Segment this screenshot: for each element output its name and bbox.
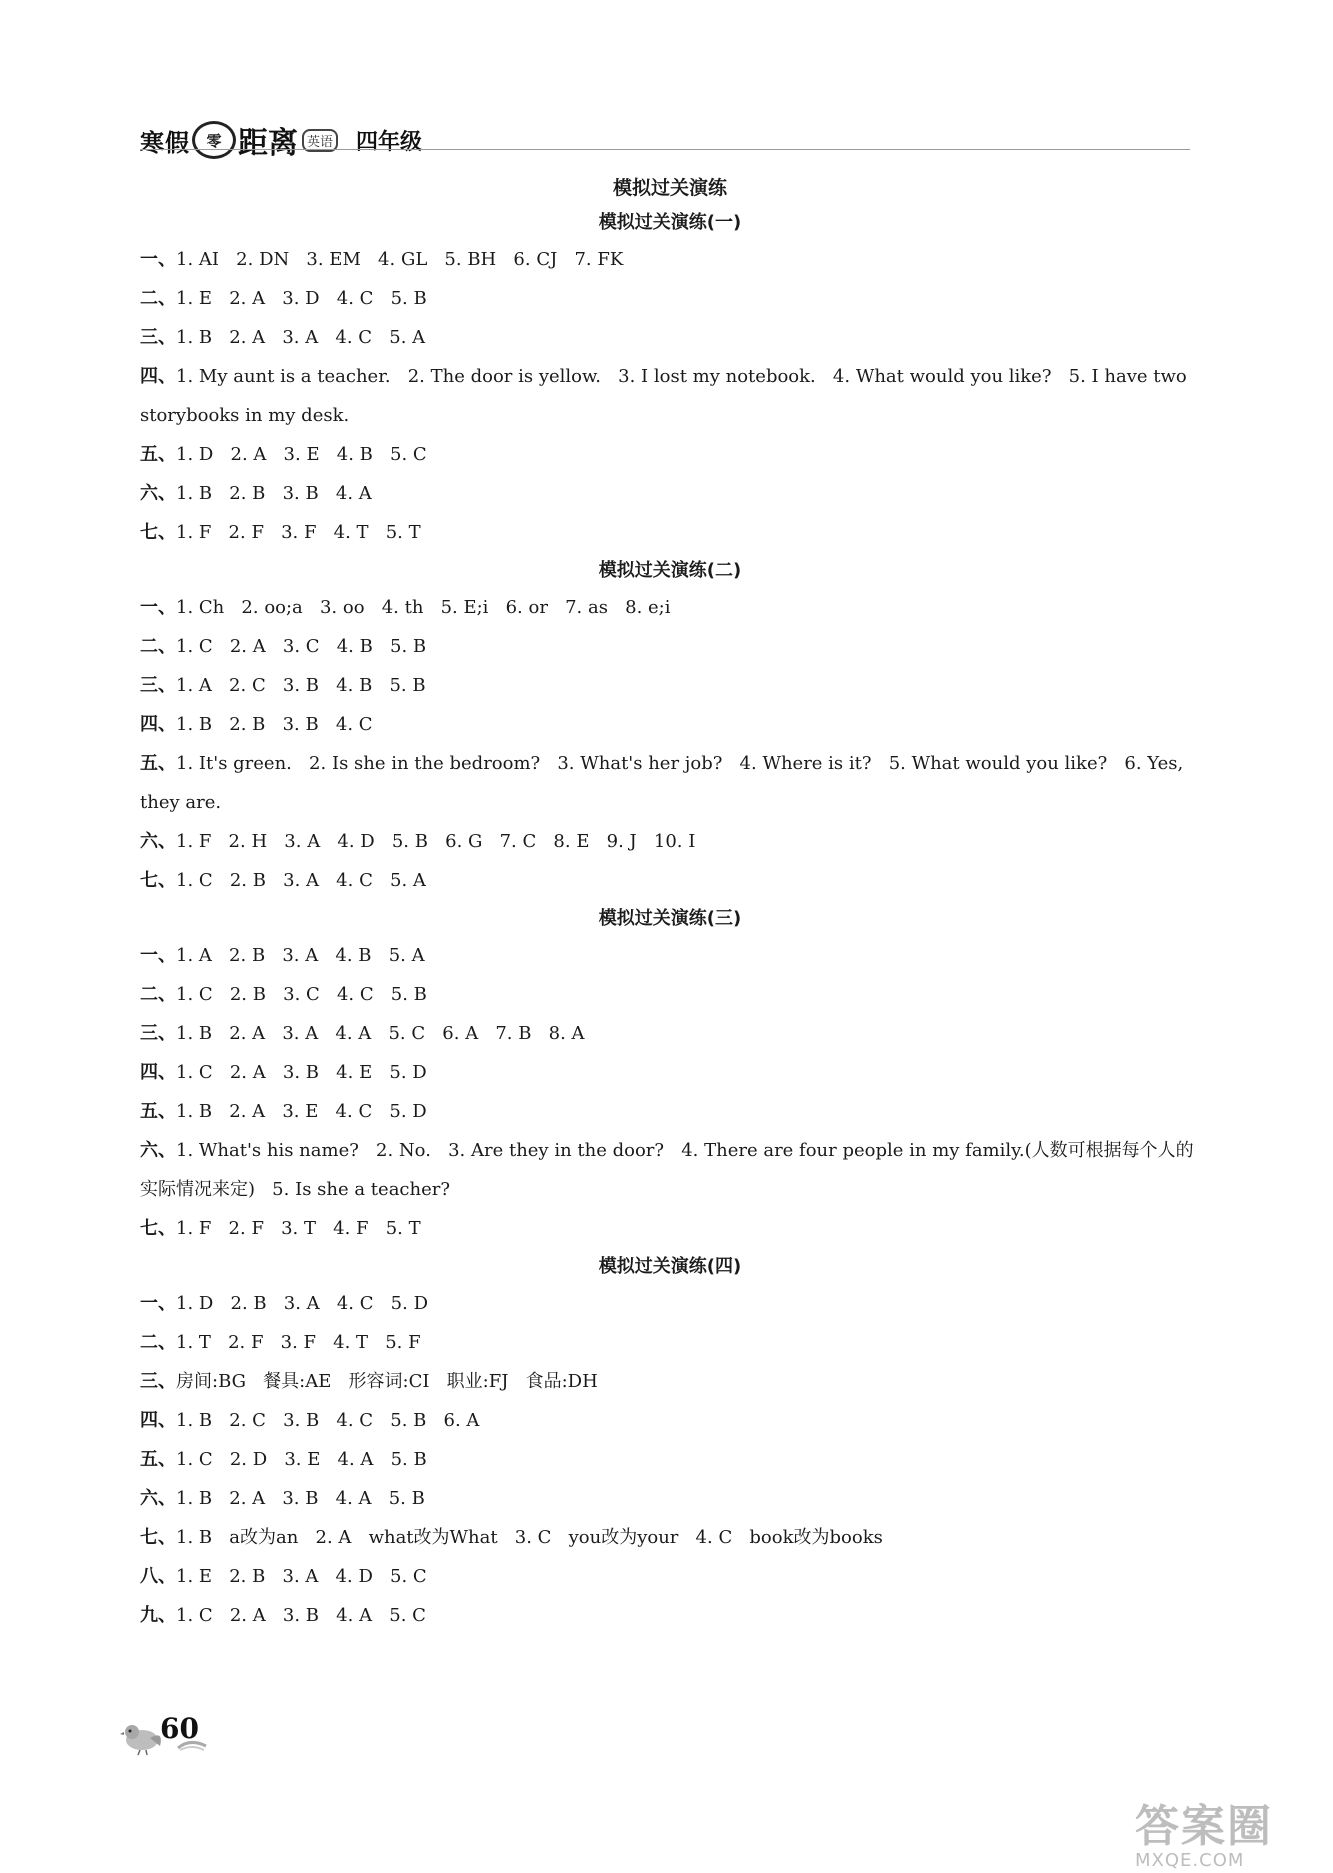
answer-text: 1. C 2. B 3. C 4. C 5. B bbox=[176, 984, 427, 1005]
answer-row bbox=[140, 1479, 1200, 1518]
answer-row bbox=[140, 318, 1200, 357]
site-watermark bbox=[1135, 1790, 1330, 1870]
answer-row bbox=[140, 1284, 1200, 1323]
section-title: 模拟过关演练(一) bbox=[598, 212, 742, 233]
answer-row bbox=[140, 240, 1200, 279]
answer-text: 1. B 2. A 3. A 4. C 5. A bbox=[176, 327, 426, 348]
answer-text: 1. B 2. A 3. A 4. A 5. C 6. A 7. B 8. A bbox=[176, 1023, 585, 1044]
grade-label: 四年级 bbox=[356, 129, 423, 155]
answer-text: 1. B a改为an 2. A what改为What 3. C you改为your 4. C book改为books bbox=[176, 1527, 883, 1548]
answer-text: 1. F 2. F 3. T 4. F 5. T bbox=[176, 1218, 421, 1239]
question-number: 五、 bbox=[140, 1449, 176, 1470]
answer-row bbox=[140, 1209, 1200, 1248]
question-number: 七、 bbox=[140, 1218, 176, 1239]
question-number: 七、 bbox=[140, 1527, 176, 1548]
page-footer bbox=[120, 1708, 230, 1758]
answer-row bbox=[140, 936, 1200, 975]
brand-text-part2: 距离 bbox=[238, 126, 298, 161]
answer-row bbox=[140, 627, 1200, 666]
answer-row bbox=[140, 822, 1200, 861]
question-number: 五、 bbox=[140, 1101, 176, 1122]
watermark-text: 答案圈 bbox=[1135, 1801, 1273, 1852]
page-number: 60 bbox=[160, 1712, 199, 1745]
answer-row bbox=[140, 744, 1200, 822]
brand-zero-badge: 零 bbox=[192, 121, 236, 159]
section-title: 模拟过关演练(三) bbox=[598, 908, 742, 929]
question-number: 二、 bbox=[140, 984, 176, 1005]
question-number: 一、 bbox=[140, 597, 176, 618]
question-number: 一、 bbox=[140, 945, 176, 966]
book-brand-logo bbox=[140, 118, 422, 162]
answer-row bbox=[140, 513, 1200, 552]
answer-row bbox=[140, 975, 1200, 1014]
answer-text: 1. What's his name? 2. No. 3. Are they in the door? 4. There are four people in my family.(人数可根据每个人的实际情况来定) 5. Is she a teacher? bbox=[140, 1140, 1194, 1200]
answer-text: 1. C 2. B 3. A 4. C 5. A bbox=[176, 870, 426, 891]
answer-row bbox=[140, 588, 1200, 627]
answer-text: 1. B 2. B 3. B 4. A bbox=[176, 483, 372, 504]
question-number: 三、 bbox=[140, 1371, 176, 1392]
question-number: 二、 bbox=[140, 1332, 176, 1353]
answer-text: 1. F 2. F 3. F 4. T 5. T bbox=[176, 522, 421, 543]
answer-text: 1. F 2. H 3. A 4. D 5. B 6. G 7. C 8. E 9. J 10. I bbox=[176, 831, 696, 852]
watermark-url: MXQE.COM bbox=[1135, 1850, 1245, 1871]
question-number: 二、 bbox=[140, 636, 176, 657]
question-number: 六、 bbox=[140, 1140, 176, 1161]
answer-text: 1. A 2. B 3. A 4. B 5. A bbox=[176, 945, 425, 966]
question-number: 七、 bbox=[140, 870, 176, 891]
question-number: 三、 bbox=[140, 1023, 176, 1044]
answer-row bbox=[140, 357, 1200, 435]
answer-text: 1. B 2. A 3. E 4. C 5. D bbox=[176, 1101, 427, 1122]
question-number: 九、 bbox=[140, 1605, 176, 1626]
answer-text: 1. B 2. A 3. B 4. A 5. B bbox=[176, 1488, 425, 1509]
answer-text: 1. It's green. 2. Is she in the bedroom? 3. What's her job? 4. Where is it? 5. What would you like? 6. Yes, they are. bbox=[140, 753, 1189, 813]
section-title: 模拟过关演练(四) bbox=[598, 1256, 742, 1277]
question-number: 六、 bbox=[140, 483, 176, 504]
question-number: 四、 bbox=[140, 714, 176, 735]
question-number: 四、 bbox=[140, 1410, 176, 1431]
question-number: 三、 bbox=[140, 327, 176, 348]
answer-row bbox=[140, 279, 1200, 318]
question-number: 五、 bbox=[140, 444, 176, 465]
answer-row bbox=[140, 1323, 1200, 1362]
answer-row bbox=[140, 1557, 1200, 1596]
answer-text: 1. Ch 2. oo;a 3. oo 4. th 5. E;i 6. or 7. as 8. e;i bbox=[176, 597, 671, 618]
subject-badge: 英语 bbox=[302, 129, 338, 152]
answer-text: 1. E 2. A 3. D 4. C 5. B bbox=[176, 288, 427, 309]
answer-text: 1. C 2. A 3. B 4. E 5. D bbox=[176, 1062, 427, 1083]
answer-row bbox=[140, 705, 1200, 744]
answer-row bbox=[140, 435, 1200, 474]
answer-content bbox=[140, 170, 1200, 1635]
answer-text: 1. C 2. D 3. E 4. A 5. B bbox=[176, 1449, 427, 1470]
answer-row bbox=[140, 1131, 1200, 1209]
question-number: 八、 bbox=[140, 1566, 176, 1587]
question-number: 五、 bbox=[140, 753, 176, 774]
page-title: 模拟过关演练 bbox=[612, 177, 727, 199]
answer-row bbox=[140, 1053, 1200, 1092]
question-number: 四、 bbox=[140, 1062, 176, 1083]
answer-row bbox=[140, 861, 1200, 900]
answer-text: 1. B 2. B 3. B 4. C bbox=[176, 714, 373, 735]
answer-row bbox=[140, 1440, 1200, 1479]
answer-text: 1. E 2. B 3. A 4. D 5. C bbox=[176, 1566, 427, 1587]
answer-text: 1. AI 2. DN 3. EM 4. GL 5. BH 6. CJ 7. FK bbox=[176, 249, 624, 270]
answer-row bbox=[140, 1401, 1200, 1440]
answer-text: 1. D 2. B 3. A 4. C 5. D bbox=[176, 1293, 428, 1314]
page-header bbox=[140, 118, 1190, 161]
question-number: 六、 bbox=[140, 831, 176, 852]
question-number: 四、 bbox=[140, 366, 176, 387]
answer-text: 1. My aunt is a teacher. 2. The door is yellow. 3. I lost my notebook. 4. What would you like? 5. I have two storybooks in my desk. bbox=[140, 366, 1193, 426]
answer-text: 1. D 2. A 3. E 4. B 5. C bbox=[176, 444, 427, 465]
answer-row bbox=[140, 1596, 1200, 1635]
answer-row bbox=[140, 474, 1200, 513]
answer-row bbox=[140, 1362, 1200, 1401]
answer-row bbox=[140, 666, 1200, 705]
answer-text: 1. A 2. C 3. B 4. B 5. B bbox=[176, 675, 426, 696]
answer-row bbox=[140, 1014, 1200, 1053]
answer-text: 1. C 2. A 3. C 4. B 5. B bbox=[176, 636, 427, 657]
question-number: 三、 bbox=[140, 675, 176, 696]
question-number: 二、 bbox=[140, 288, 176, 309]
answer-text: 1. B 2. C 3. B 4. C 5. B 6. A bbox=[176, 1410, 480, 1431]
question-number: 六、 bbox=[140, 1488, 176, 1509]
section-title: 模拟过关演练(二) bbox=[598, 560, 742, 581]
answer-row bbox=[140, 1518, 1200, 1557]
brand-text-part1: 寒假 bbox=[140, 128, 190, 157]
answer-text: 1. T 2. F 3. F 4. T 5. F bbox=[176, 1332, 421, 1353]
answer-text: 房间:BG 餐具:AE 形容词:CI 职业:FJ 食品:DH bbox=[176, 1371, 598, 1392]
question-number: 七、 bbox=[140, 522, 176, 543]
question-number: 一、 bbox=[140, 1293, 176, 1314]
answer-text: 1. C 2. A 3. B 4. A 5. C bbox=[176, 1605, 426, 1626]
header-rule bbox=[140, 149, 1190, 150]
question-number: 一、 bbox=[140, 249, 176, 270]
answer-row bbox=[140, 1092, 1200, 1131]
